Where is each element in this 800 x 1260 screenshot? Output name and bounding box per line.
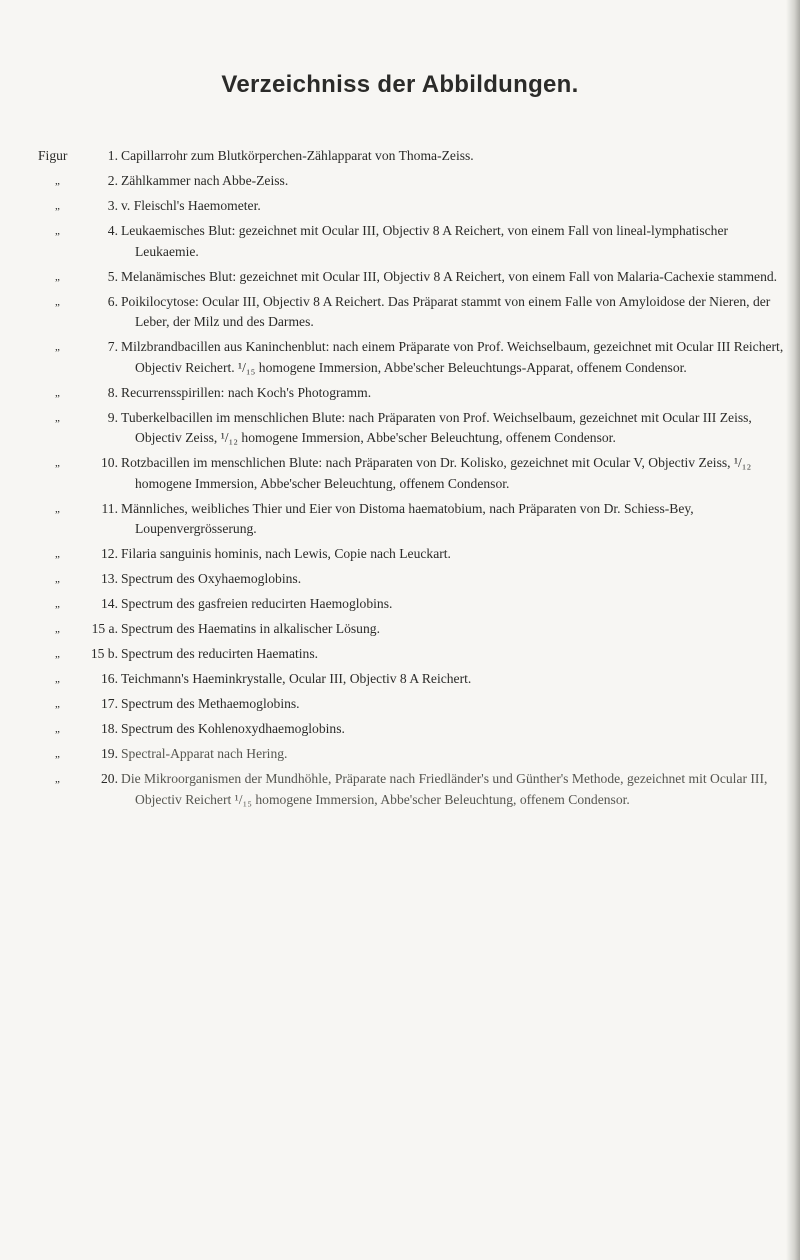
list-item — [0, 744, 800, 765]
list-item — [0, 544, 800, 565]
figure-number: 3. — [107, 198, 118, 213]
ditto-mark: „ — [55, 270, 60, 283]
list-item — [0, 694, 800, 715]
figure-number: 1. — [107, 148, 118, 163]
list-item — [0, 171, 800, 192]
figure-caption: Recurrensspirillen: nach Koch's Photogramm. — [121, 384, 372, 400]
figure-number: 8. — [107, 384, 118, 400]
figure-number: 18. — [101, 721, 118, 736]
figure-caption: Spectrum des Methaemoglobins. — [121, 696, 300, 711]
ditto-mark: „ — [55, 457, 60, 469]
list-item — [0, 499, 800, 540]
figure-number: 19. — [101, 746, 118, 761]
figure-caption: Zählkammer nach Abbe-Zeiss. — [121, 173, 289, 188]
figure-number: 14. — [101, 596, 118, 611]
figure-number: 6. — [107, 293, 118, 309]
figure-number: 15 b. — [90, 646, 118, 661]
ditto-mark: „ — [55, 723, 60, 735]
ditto-mark: „ — [55, 548, 60, 560]
figure-number: 11. — [101, 500, 118, 516]
figure-number: 15 a. — [91, 621, 118, 636]
ditto-mark: „ — [55, 748, 60, 760]
figure-caption: Spectrum des Oxyhaemoglobins. — [121, 571, 302, 586]
figure-number: 16. — [101, 671, 118, 686]
figure-caption: Spectrum des Haematins in alkalischer Lösung. — [121, 621, 380, 636]
figure-caption: v. Fleischl's Haemometer. — [121, 198, 261, 213]
ditto-mark: „ — [55, 175, 60, 187]
figure-caption: Teichmann's Haeminkrystalle, Ocular III, Objectiv 8 A Reichert. — [121, 671, 472, 686]
figure-caption: Männliches, weibliches Thier und Eier von Distoma haematobium, nach Präparaten von Dr. Schiess-Bey, Loupenvergrösserung. — [121, 500, 694, 536]
list-item — [0, 221, 800, 262]
figure-caption: Die Mikroorganismen der Mundhöhle, Präparate nach Friedländer's und Günther's Methode, gezeichnet mit Ocular III, Objectiv Reichert ¹/₁₅ homogene Immersion, Abbe'scher Beleuchtung, offenem Condensor. — [121, 771, 768, 807]
figure-caption: Milzbrandbacillen aus Kaninchenblut: nach einem Präparate von Prof. Weichselbaum, gezeichnet mit Ocular III Reichert, Objectiv Reichert. ¹/₁₅ homogene Immersion, Abbe'scher Beleuchtungs-Apparat, offenem Condensor. — [121, 339, 784, 375]
page-title: Verzeichniss der Abbildungen. — [221, 71, 579, 99]
ditto-mark: „ — [55, 225, 60, 237]
figur-label: Figur — [38, 148, 68, 163]
figure-list — [0, 146, 800, 815]
list-item — [0, 644, 800, 665]
list-item — [0, 719, 800, 740]
list-item — [0, 769, 800, 810]
ditto-mark: „ — [55, 598, 60, 610]
figure-caption: Spectrum des Kohlenoxydhaemoglobins. — [121, 721, 345, 736]
list-item — [0, 267, 800, 288]
ditto-mark: „ — [55, 295, 60, 308]
list-item — [0, 619, 800, 640]
figure-caption: Spectrum des gasfreien reducirten Haemoglobins. — [121, 596, 393, 611]
figure-number: 4. — [107, 223, 118, 238]
list-item — [0, 292, 800, 333]
figure-caption: Rotzbacillen im menschlichen Blute: nach Präparaten von Dr. Kolisko, gezeichnet mit Ocular V, Objectiv Zeiss, ¹/₁₂ homogene Immersion, Abbe'scher Beleuchtung, offenem Condensor. — [121, 455, 752, 491]
list-item — [0, 337, 800, 378]
figure-number: 7. — [107, 339, 118, 354]
list-item — [0, 146, 800, 167]
figure-caption: Melanämisches Blut: gezeichnet mit Ocular III, Objectiv 8 A Reichert, von einem Fall von Malaria-Cachexie stammend. — [121, 268, 778, 284]
figure-number: 10. — [101, 455, 118, 470]
ditto-mark: „ — [55, 673, 60, 685]
figure-caption: Leukaemisches Blut: gezeichnet mit Ocular III, Objectiv 8 A Reichert, von einem Fall von lineal-lymphatischer Leukaemie. — [121, 223, 729, 259]
ditto-mark: „ — [55, 623, 60, 635]
list-item — [0, 453, 800, 494]
ditto-mark: „ — [55, 502, 60, 515]
figure-number: 12. — [101, 546, 118, 561]
ditto-mark: „ — [55, 698, 60, 710]
ditto-mark: „ — [55, 200, 60, 212]
figure-number: 17. — [101, 696, 118, 711]
ditto-mark: „ — [55, 648, 60, 660]
figure-caption: Capillarrohr zum Blutkörperchen-Zählapparat von Thoma-Zeiss. — [121, 148, 474, 163]
figure-number: 20. — [101, 771, 118, 786]
figure-caption: Spectral-Apparat nach Hering. — [121, 746, 288, 761]
figure-number: 2. — [107, 173, 118, 188]
figure-caption: Poikilocytose: Ocular III, Objectiv 8 A Reichert. Das Präparat stammt von einem Falle von Amyloidose der Nieren, der Leber, der Milz und des Darmes. — [121, 293, 771, 329]
ditto-mark: „ — [55, 411, 60, 424]
figure-number: 13. — [101, 571, 118, 586]
list-item — [0, 594, 800, 615]
list-item — [0, 669, 800, 690]
list-item — [0, 196, 800, 217]
ditto-mark: „ — [55, 341, 60, 353]
ditto-mark: „ — [55, 773, 60, 785]
ditto-mark: „ — [55, 573, 60, 585]
figure-number: 5. — [107, 268, 118, 284]
figure-caption: Tuberkelbacillen im menschlichen Blute: nach Präparaten von Prof. Weichselbaum, gezeichnet mit Ocular III Zeiss, Objectiv Zeiss, ¹/₁₂ homogene Immersion, Abbe'scher Beleuchtung, offenem Condensor. — [121, 409, 752, 445]
list-item — [0, 383, 800, 404]
figure-caption: Filaria sanguinis hominis, nach Lewis, Copie nach Leuckart. — [121, 546, 451, 561]
figure-caption: Spectrum des reducirten Haematins. — [121, 646, 319, 661]
ditto-mark: „ — [55, 386, 60, 399]
figure-number: 9. — [107, 409, 118, 425]
list-item — [0, 408, 800, 449]
list-item — [0, 569, 800, 590]
